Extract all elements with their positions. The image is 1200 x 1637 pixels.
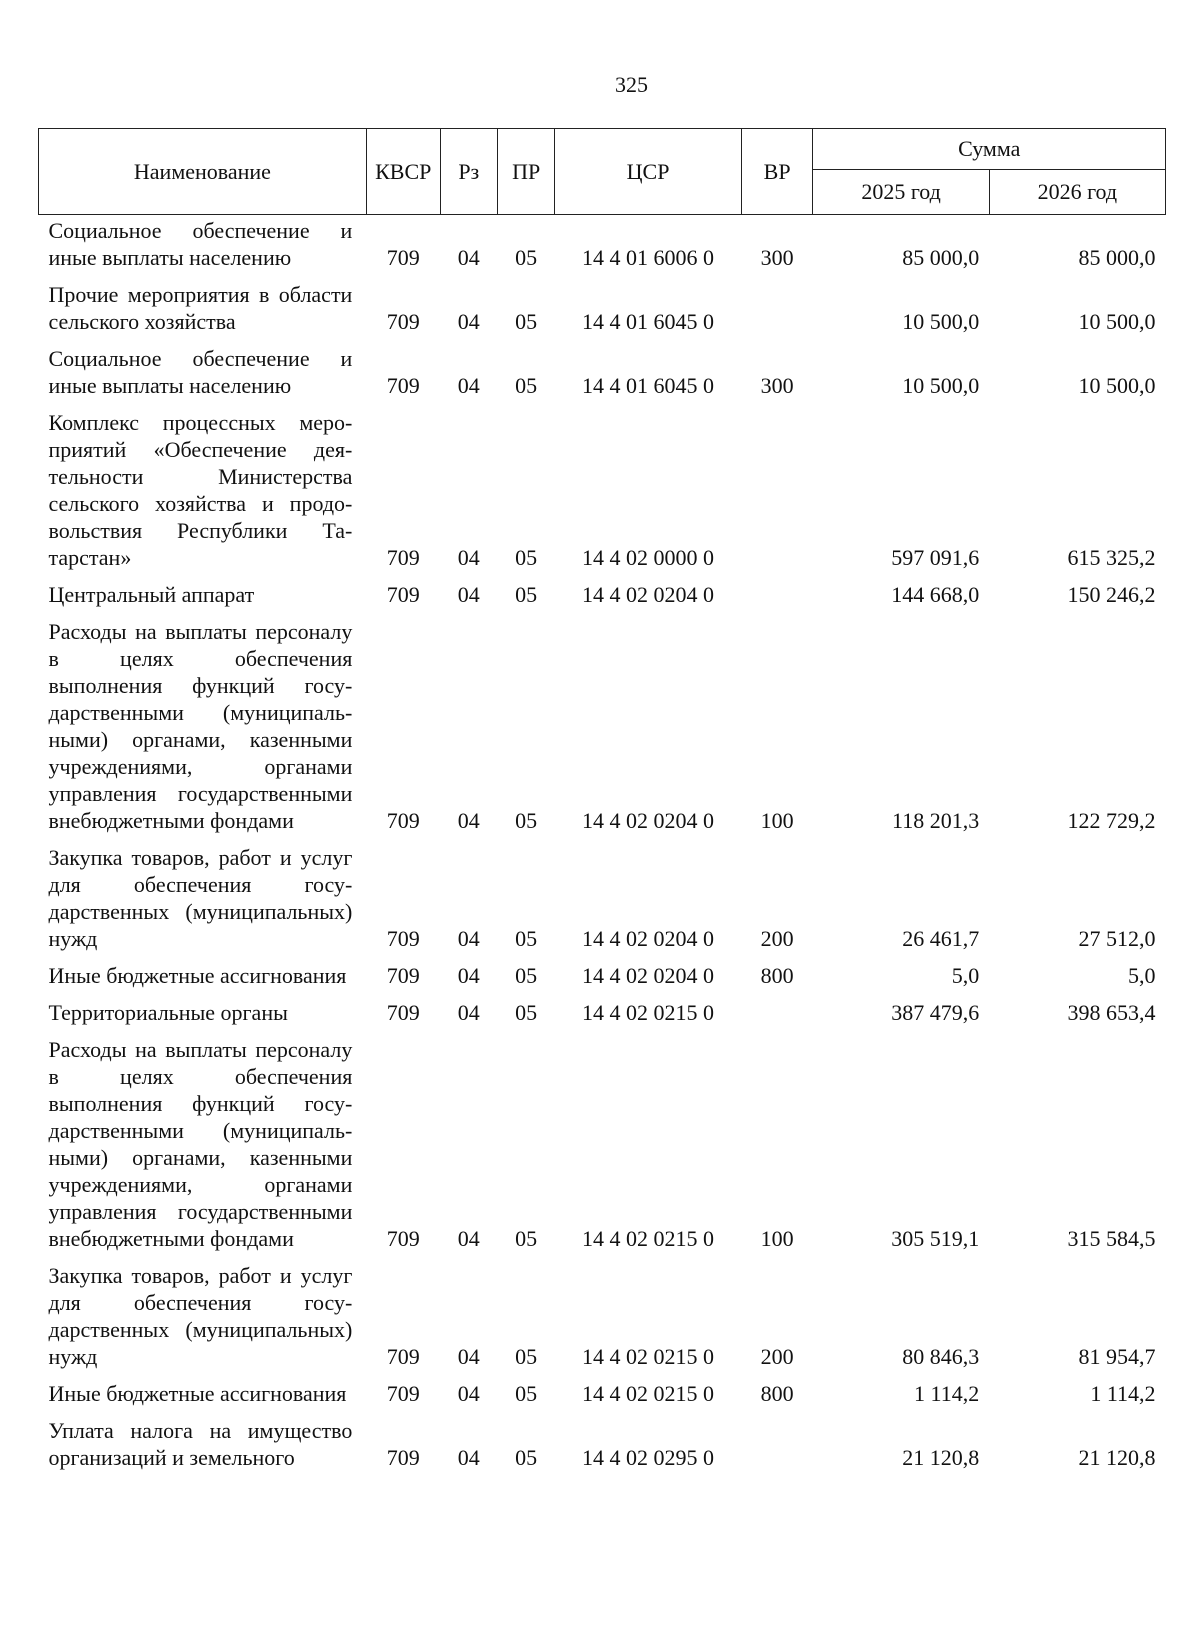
- header-kvsr: КВСР: [366, 129, 440, 215]
- row-rz: 04: [457, 245, 480, 270]
- row-sum-2026: 21 120,8: [1078, 1445, 1156, 1470]
- row-sum-2026: 1 114,2: [1090, 1381, 1156, 1406]
- row-rz: 04: [457, 373, 480, 398]
- row-rz: 04: [457, 1445, 480, 1470]
- row-pr: 05: [515, 1381, 538, 1406]
- row-vr: 800: [760, 963, 794, 988]
- row-sum-2025: 21 120,8: [902, 1445, 980, 1470]
- row-sum-2026: 81 954,7: [1078, 1344, 1156, 1369]
- table-row: [39, 571, 1166, 608]
- row-vr: 800: [760, 1381, 794, 1406]
- row-pr: 05: [515, 245, 538, 270]
- row-rz: 04: [457, 582, 480, 607]
- row-pr: 05: [515, 309, 538, 334]
- row-kvsr: 709: [386, 373, 420, 398]
- row-kvsr: 709: [386, 582, 420, 607]
- row-sum-2025: 10 500,0: [902, 373, 980, 398]
- header-sum: Сумма: [813, 129, 1166, 170]
- table-row: [39, 834, 1166, 952]
- row-sum-2026: 615 325,2: [1067, 545, 1156, 570]
- row-rz: 04: [457, 963, 480, 988]
- row-kvsr: 709: [386, 926, 420, 951]
- table-row: [39, 399, 1166, 571]
- row-pr: 05: [515, 808, 538, 833]
- row-csr: 14 4 02 0204 0: [582, 926, 715, 951]
- table-row: [39, 335, 1166, 399]
- row-sum-2025: 305 519,1: [891, 1226, 980, 1251]
- row-rz: 04: [457, 545, 480, 570]
- row-kvsr: 709: [386, 1381, 420, 1406]
- row-vr: 300: [760, 245, 794, 270]
- row-vr: [741, 571, 813, 608]
- row-vr: [741, 271, 813, 335]
- row-name: Социальное обеспечение и иные выплаты населению: [48, 346, 353, 398]
- row-sum-2025: 10 500,0: [902, 309, 980, 334]
- row-sum-2025: 144 668,0: [891, 582, 980, 607]
- header-name: Наименование: [39, 129, 367, 215]
- row-rz: 04: [457, 808, 480, 833]
- row-pr: 05: [515, 1344, 538, 1369]
- row-vr: 100: [760, 808, 794, 833]
- row-name: Территориальные органы: [48, 1000, 288, 1025]
- row-pr: 05: [515, 373, 538, 398]
- row-csr: 14 4 01 6045 0: [582, 373, 715, 398]
- row-kvsr: 709: [386, 1000, 420, 1025]
- row-csr: 14 4 02 0295 0: [582, 1445, 715, 1470]
- row-kvsr: 709: [386, 1344, 420, 1369]
- row-csr: 14 4 01 6006 0: [582, 245, 715, 270]
- row-kvsr: 709: [386, 545, 420, 570]
- table-row: [39, 1252, 1166, 1370]
- row-sum-2025: 26 461,7: [902, 926, 980, 951]
- row-name: Социальное обеспечение и иные выплаты населению: [48, 218, 353, 270]
- row-kvsr: 709: [386, 309, 420, 334]
- row-pr: 05: [515, 1226, 538, 1251]
- row-csr: 14 4 02 0215 0: [582, 1000, 715, 1025]
- row-sum-2026: 10 500,0: [1078, 373, 1156, 398]
- row-csr: 14 4 02 0204 0: [582, 808, 715, 833]
- row-sum-2025: 118 201,3: [892, 808, 980, 833]
- table-row: [39, 215, 1166, 272]
- row-sum-2025: 597 091,6: [891, 545, 980, 570]
- row-sum-2025: 80 846,3: [902, 1344, 980, 1369]
- row-pr: 05: [515, 1000, 538, 1025]
- row-pr: 05: [515, 545, 538, 570]
- row-csr: 14 4 02 0215 0: [582, 1381, 715, 1406]
- row-name: Прочие мероприятия в области сельского хозяйства: [48, 282, 353, 334]
- row-sum-2025: 387 479,6: [891, 1000, 980, 1025]
- header-csr: ЦСР: [555, 129, 741, 215]
- row-pr: 05: [515, 582, 538, 607]
- row-kvsr: 709: [386, 808, 420, 833]
- row-kvsr: 709: [386, 1445, 420, 1470]
- row-name: Закупка товаров, работ и услуг для обеспечения государственных (муниципальных) нужд: [48, 1263, 353, 1369]
- row-rz: 04: [457, 309, 480, 334]
- row-name: Иные бюджетные ассигнования: [48, 1381, 347, 1406]
- row-kvsr: 709: [386, 1226, 420, 1251]
- row-name: Расходы на выплаты персоналу в целях обеспечения выполнения функций государственными (муниципальными) органами, казенными учреждениями, органами управления государственными внебюджетными фондами: [48, 619, 353, 833]
- row-sum-2026: 10 500,0: [1078, 309, 1156, 334]
- row-sum-2025: 85 000,0: [902, 245, 980, 270]
- row-vr: 300: [760, 373, 794, 398]
- table-row: [39, 271, 1166, 335]
- row-name: Закупка товаров, работ и услуг для обеспечения государственных (муниципальных) нужд: [48, 845, 353, 951]
- table-row: [39, 1026, 1166, 1252]
- row-rz: 04: [457, 1381, 480, 1406]
- row-name: Комплекс процессных мероприятий «Обеспечение деятельности Министерства сельского хозяйства и продовольствия Республики Татарстан»: [48, 410, 353, 570]
- row-csr: 14 4 02 0215 0: [582, 1226, 715, 1251]
- row-name: Центральный аппарат: [48, 582, 255, 607]
- row-vr: 200: [760, 926, 794, 951]
- row-vr: [741, 989, 813, 1026]
- row-csr: 14 4 02 0000 0: [582, 545, 715, 570]
- row-sum-2026: 122 729,2: [1067, 808, 1156, 833]
- row-rz: 04: [457, 926, 480, 951]
- row-sum-2025: 5,0: [951, 963, 980, 988]
- table-body: [39, 215, 1166, 1472]
- row-sum-2026: 85 000,0: [1078, 245, 1156, 270]
- row-sum-2025: 1 114,2: [914, 1381, 980, 1406]
- row-vr: [741, 399, 813, 571]
- page-number: 325: [615, 72, 648, 97]
- row-sum-2026: 27 512,0: [1078, 926, 1156, 951]
- row-sum-2026: 150 246,2: [1067, 582, 1156, 607]
- header-year-2026: 2026 год: [989, 170, 1165, 215]
- row-name: Иные бюджетные ассигнования: [48, 963, 347, 988]
- row-kvsr: 709: [386, 963, 420, 988]
- table-row: [39, 1370, 1166, 1407]
- header-vr: ВР: [741, 129, 813, 215]
- row-csr: 14 4 01 6045 0: [582, 309, 715, 334]
- budget-table: [38, 128, 1166, 1471]
- row-pr: 05: [515, 1445, 538, 1470]
- row-csr: 14 4 02 0215 0: [582, 1344, 715, 1369]
- row-vr: [741, 1407, 813, 1471]
- row-rz: 04: [457, 1344, 480, 1369]
- row-sum-2026: 398 653,4: [1067, 1000, 1156, 1025]
- row-rz: 04: [457, 1000, 480, 1025]
- header-rz: Рз: [440, 129, 497, 215]
- row-pr: 05: [515, 963, 538, 988]
- row-vr: 200: [760, 1344, 794, 1369]
- row-kvsr: 709: [386, 245, 420, 270]
- table-row: [39, 952, 1166, 989]
- header-year-2025: 2025 год: [813, 170, 989, 215]
- row-sum-2026: 315 584,5: [1067, 1226, 1156, 1251]
- row-name: Уплата налога на имущество организаций и земельного: [48, 1418, 353, 1470]
- table-row: [39, 1407, 1166, 1471]
- table-row: [39, 989, 1166, 1026]
- row-sum-2026: 5,0: [1128, 963, 1156, 988]
- row-vr: 100: [760, 1226, 794, 1251]
- table-row: [39, 608, 1166, 834]
- row-rz: 04: [457, 1226, 480, 1251]
- row-csr: 14 4 02 0204 0: [582, 582, 715, 607]
- row-name: Расходы на выплаты персоналу в целях обеспечения выполнения функций государственными (муниципальными) органами, казенными учреждениями, органами управления государственными внебюджетными фондами: [48, 1037, 353, 1251]
- header-pr: ПР: [497, 129, 554, 215]
- row-csr: 14 4 02 0204 0: [582, 963, 715, 988]
- row-pr: 05: [515, 926, 538, 951]
